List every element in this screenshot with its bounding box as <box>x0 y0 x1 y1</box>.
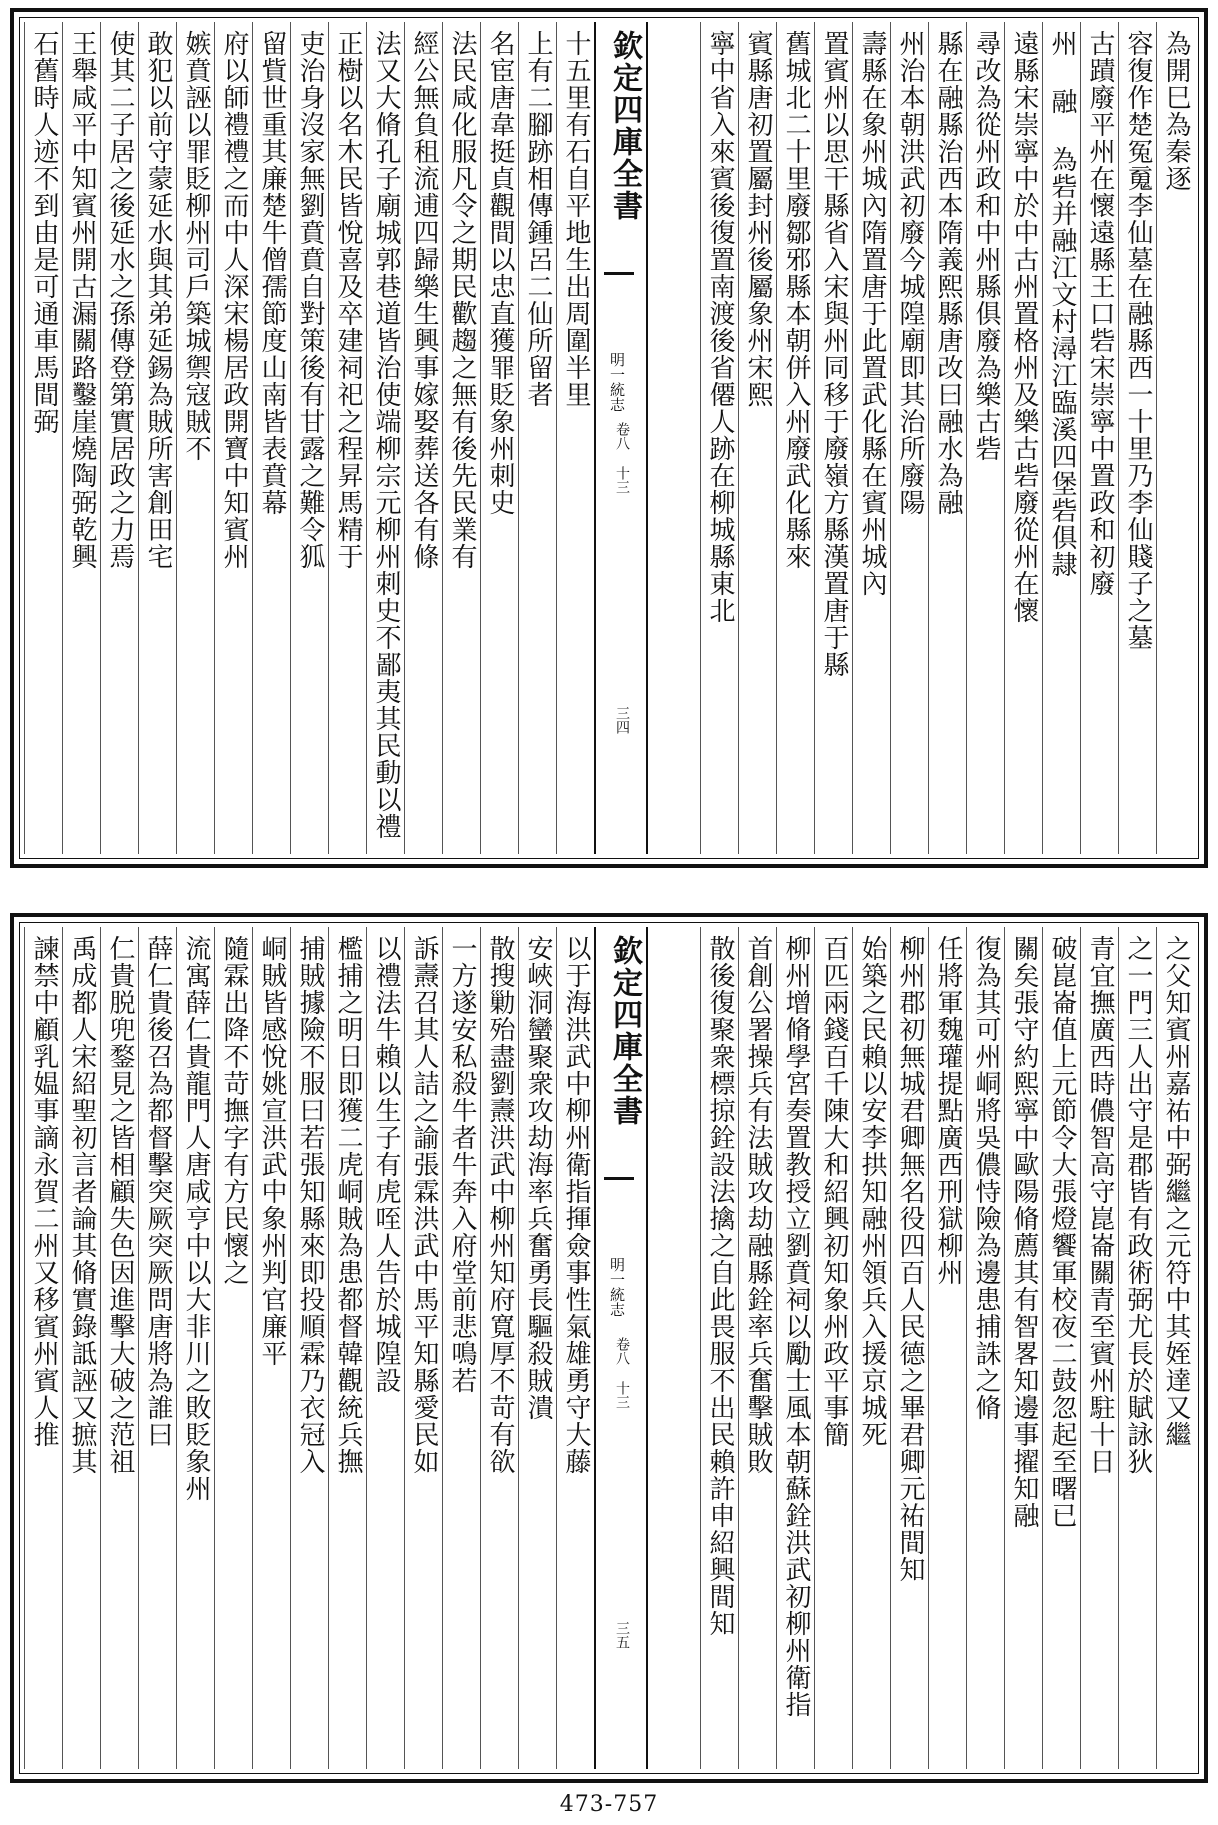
top-spine-title: 明一統志 <box>608 352 626 412</box>
top-spine-juan: 卷八 十三 <box>614 422 630 494</box>
bottom-right-text-column: 之一門三人出守是郡皆有政術弼尤長於賦詠狄 <box>1118 927 1156 1769</box>
bottom-spine-folio: 三五 <box>614 1621 630 1649</box>
bottom-left-text-column: 薛仁貴後召為都督擊突厥突厥問唐將為誰曰 <box>138 927 176 1769</box>
top-right-text-column: 州治本朝洪武初廢今城隍廟即其治所廢陽 <box>890 22 928 854</box>
top-right-text-column: 尋改為從州政和中州縣俱廢為樂古砦 <box>966 22 1004 854</box>
top-page-columns <box>24 22 1194 854</box>
bottom-left-text-column: 禹成都人宋紹聖初言者論其脩實錄詆誣又摭其 <box>62 927 100 1769</box>
top-spine <box>594 22 648 854</box>
top-right-text-column: 為開巳為秦逐 <box>1156 22 1194 854</box>
top-page-panel <box>10 8 1208 868</box>
top-spine-folio: 三四 <box>614 706 630 734</box>
top-left-text-column: 王舉咸平中知賓州開古漏關路鑿崖燒陶弼乾興 <box>62 22 100 854</box>
bottom-left-text-column: 流寓薛仁貴龍門人唐咸亨中以大非川之敗貶象州 <box>176 927 214 1769</box>
top-left-text-column: 府以師禮禮之而中人深宋楊居政開寶中知賓州 <box>214 22 252 854</box>
top-right-text-column: 壽縣在象州城內隋置唐于此置武化縣在賓州城內 <box>852 22 890 854</box>
bottom-right-text-column: 破崑崙值上元節令大張燈饗軍校夜二鼓忽起至曙已 <box>1042 927 1080 1769</box>
top-left-text-column: 石舊時人迹不到由是可通車馬間弼 <box>24 22 62 854</box>
bottom-spine-book-title: 欽定四庫全書 <box>607 935 642 1127</box>
bottom-right-text-column: 青宜撫廣西時儂智高守崑崙關青至賓州駐十日 <box>1080 927 1118 1769</box>
bottom-right-text-column: 關矣張守約熙寧中歐陽脩薦其有智畧知邊事擢知融 <box>1004 927 1042 1769</box>
top-right-text-column: 寧中省入來賓後復置南渡後省僊人跡在柳城縣東北 <box>700 22 738 854</box>
bottom-right-text-column: 首創公署操兵有法賊攻劫融縣銓率兵奮擊賊敗 <box>738 927 776 1769</box>
top-right-text-column: 賓縣唐初置屬封州後屬象州宋熙 <box>738 22 776 854</box>
top-left-text-column: 上有二腳跡相傳鍾呂二仙所留者 <box>518 22 556 854</box>
bottom-page-columns <box>24 927 1194 1769</box>
bottom-right-text-column: 之父知賓州嘉祐中弼繼之元符中其姪達又繼 <box>1156 927 1194 1769</box>
bottom-left-text-column: 安峽洞蠻聚衆攻劫海率兵奮勇長驅殺賊潰 <box>518 927 556 1769</box>
bottom-right-text-column: 任將軍魏瓘提點廣西刑獄柳州 <box>928 927 966 1769</box>
bottom-right-text-column: 復為其可州峒將吳儂恃險為邊患捕誅之脩 <box>966 927 1004 1769</box>
bottom-left-text-column: 捕賊據險不服曰若張知縣來即投順霖乃衣冠入 <box>290 927 328 1769</box>
bottom-fishtail-mark <box>604 1177 634 1198</box>
top-right-text-column: 置賓州以思干縣省入宋與州同移于廢嶺方縣漢置唐于縣 <box>814 22 852 854</box>
top-left-text-column: 十五里有石自平地生出周圍半里 <box>556 22 594 854</box>
bottom-right-half <box>648 927 1194 1769</box>
bottom-spine-juan: 卷八 十三 <box>614 1337 630 1409</box>
bottom-left-text-column: 檻捕之明日即獲二虎峒賊為患都督韓觀統兵撫 <box>328 927 366 1769</box>
top-right-text-column: 古蹟廢平州在懷遠縣王口砦宋崇寧中置政和初廢 <box>1080 22 1118 854</box>
bottom-spine-title: 明一統志 <box>608 1257 626 1317</box>
bottom-right-text-column: 散後復聚衆標掠銓設法擒之自此畏服不出民賴許申紹興間知 <box>700 927 738 1769</box>
top-fishtail-mark <box>604 272 634 293</box>
top-spine-book-title: 欽定四庫全書 <box>607 30 642 222</box>
bottom-spine <box>594 927 648 1769</box>
bottom-left-text-column: 仁貴脱兜鍪見之皆相顧失色因進擊大破之范祖 <box>100 927 138 1769</box>
top-left-text-column: 使其二子居之後延水之孫傳登第實居政之力焉 <box>100 22 138 854</box>
top-left-half <box>24 22 594 854</box>
bottom-right-text-column: 百匹兩錢百千陳大和紹興初知象州政平事簡 <box>814 927 852 1769</box>
top-left-text-column: 嫉賁誣以罪貶柳州司戶築城禦寇賊不 <box>176 22 214 854</box>
bottom-left-text-column: 以禮法牛賴以生子有虎咥人告於城隍設 <box>366 927 404 1769</box>
bottom-left-text-column: 峒賊皆感悅姚宣洪武中象州判官廉平 <box>252 927 290 1769</box>
top-left-text-column: 留貲世重其廉楚牛僧孺節度山南皆表賁幕 <box>252 22 290 854</box>
top-left-text-column: 吏治身沒家無劉賁賁自對策後有甘露之難令狐 <box>290 22 328 854</box>
bottom-right-text-column: 柳州增脩學宮奏置教授立劉賁祠以勵士風本朝蘇銓洪武初柳州衛指 <box>776 927 814 1769</box>
top-left-text-column: 敢犯以前守蒙延水與其弟延錫為賊所害創田宅 <box>138 22 176 854</box>
bottom-left-text-column: 諫禁中顧乳媪事謫永賀二州又移賓州賓人推 <box>24 927 62 1769</box>
top-right-half <box>648 22 1194 854</box>
top-right-text-column: 州 融 為砦并融江文村潯江臨溪四堡砦俱隷 <box>1042 22 1080 854</box>
bottom-page-panel <box>10 913 1208 1783</box>
top-right-text-column: 容復作楚冤䰟李仙墓在融縣西一十里乃李仙賤子之墓 <box>1118 22 1156 854</box>
top-right-text-column: 舊城北二十里廢鄒邪縣本朝併入州廢武化縣來 <box>776 22 814 854</box>
top-right-text-column: 遠縣宋崇寧中於中古州置格州及樂古砦廢從州在懷 <box>1004 22 1042 854</box>
bottom-right-text-column: 始築之民賴以安李拱知融州領兵入援京城死 <box>852 927 890 1769</box>
bottom-left-text-column: 隨霖出降不苛撫字有方民懷之 <box>214 927 252 1769</box>
top-left-text-column: 經公無負租流逋四歸樂生興事嫁娶葬送各有條 <box>404 22 442 854</box>
bottom-left-text-column: 散搜勦殆盡劉燾洪武中柳州知府寬厚不苛有欲 <box>480 927 518 1769</box>
top-right-text-column: 縣在融縣治西本隋義熙縣唐改曰融水為融 <box>928 22 966 854</box>
bottom-right-text-column: 柳州郡初無城君卿無名役四百人民德之畢君卿元祐間知 <box>890 927 928 1769</box>
bottom-left-text-column: 訴燾召其人詰之諭張霖洪武中馬平知縣愛民如 <box>404 927 442 1769</box>
top-left-text-column: 法民咸化服凡令之期民歡趨之無有後先民業有 <box>442 22 480 854</box>
page-number: 473-757 <box>559 1792 659 1817</box>
top-left-text-column: 名宦唐韋挺貞觀間以忠直獲罪貶象州刺史 <box>480 22 518 854</box>
bottom-left-text-column: 一方遂安私殺牛者牛奔入府堂前悲鳴若 <box>442 927 480 1769</box>
top-left-text-column: 法又大脩孔子廟城郭巷道皆治使端柳宗元柳州刺史不鄙夷其民動以禮 <box>366 22 404 854</box>
top-left-text-column: 正樹以名木民皆悅喜及卒建祠祀之程昇馬精于 <box>328 22 366 854</box>
bottom-left-text-column: 以于海洪武中柳州衛指揮僉事性氣雄勇守大藤 <box>556 927 594 1769</box>
bottom-left-half <box>24 927 594 1769</box>
